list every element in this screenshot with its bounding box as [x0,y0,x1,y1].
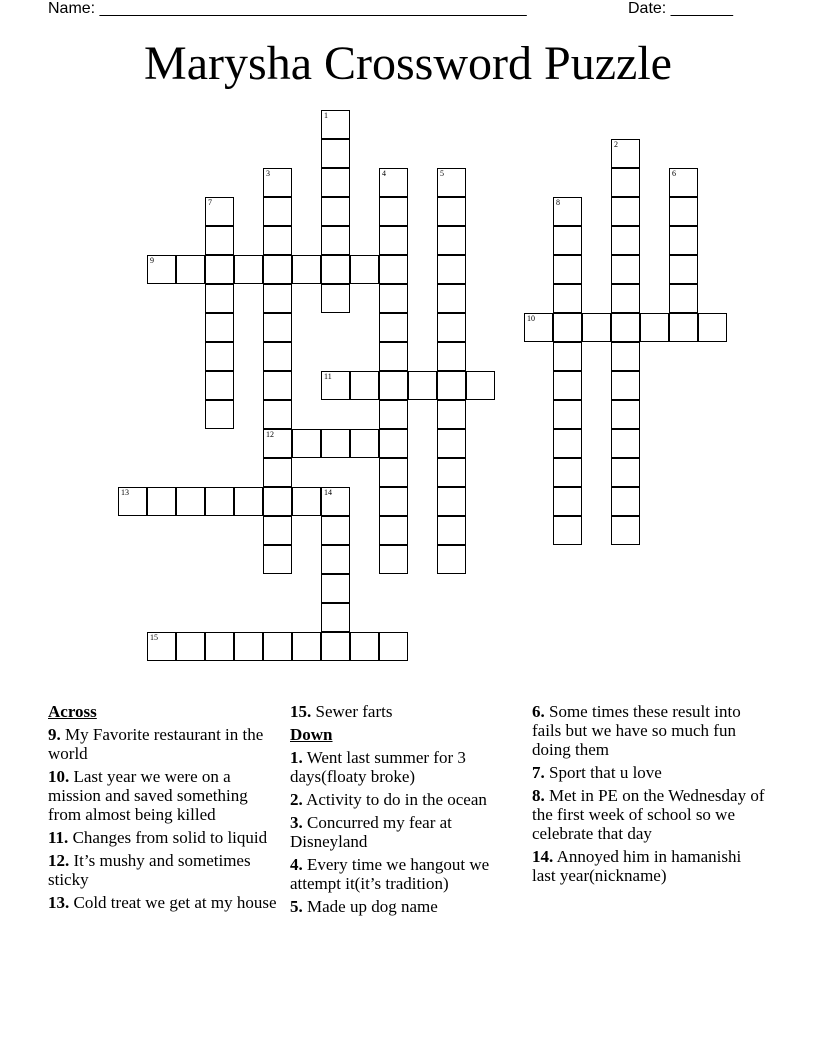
grid-cell[interactable] [379,458,408,487]
cell-number: 2 [614,140,618,149]
grid-cell[interactable] [379,226,408,255]
clue-column-1 [48,702,284,916]
clue-text: Cold treat we get at my house [73,893,277,912]
cell-number: 15 [150,633,158,642]
clue-text: Met in PE on the Wednesday of the first week of school so we celebrate that day [532,786,765,843]
clue-column-3 [532,702,768,889]
grid-cell[interactable] [321,255,350,284]
clue-text: Some times these result into fails but we have so much fun doing them [532,702,741,759]
grid-cell[interactable] [611,226,640,255]
clue-text: It’s mushy and sometimes sticky [48,851,251,889]
clue-text: Concurred my fear at Disneyland [290,813,452,851]
grid-cell[interactable] [147,487,176,516]
grid-cell[interactable] [321,487,350,516]
grid-cell[interactable] [553,255,582,284]
grid-cell[interactable] [292,255,321,284]
grid-cell[interactable] [379,487,408,516]
clue-text: Went last summer for 3 days(floaty broke) [290,748,466,786]
grid-cell[interactable] [263,429,292,458]
grid-cell[interactable] [553,400,582,429]
clue-text: Every time we hangout we attempt it(it’s tradition) [290,855,490,893]
grid-cell[interactable] [205,197,234,226]
grid-cell[interactable] [408,371,437,400]
grid-cell[interactable] [263,168,292,197]
cell-number: 11 [324,372,332,381]
clue-across-9 [48,725,284,763]
clue-number: 13. [48,893,70,912]
clue-down-6 [532,702,768,759]
grid-cell[interactable] [524,313,553,342]
clue-column-2 [290,702,522,920]
clue-text: Changes from solid to liquid [72,828,268,847]
grid-cell[interactable] [437,226,466,255]
grid-cell[interactable] [263,371,292,400]
grid-cell[interactable] [669,197,698,226]
grid-cell[interactable] [553,458,582,487]
clue-text: My Favorite restaurant in the world [48,725,264,763]
grid-cell[interactable] [437,197,466,226]
clue-number: 5. [290,897,303,916]
name-field[interactable]: Name: ________________________________________________ [48,0,527,17]
clue-number: 14. [532,847,554,866]
clue-text: Last year we were on a mission and saved something from almost being killed [48,767,248,824]
grid-cell[interactable] [640,313,669,342]
cell-number: 8 [556,198,560,207]
cell-number: 6 [672,169,676,178]
clue-across-10 [48,767,284,824]
grid-cell[interactable] [321,197,350,226]
grid-cell[interactable] [379,284,408,313]
grid-cell[interactable] [205,400,234,429]
clue-down-8 [532,786,768,843]
grid-cell[interactable] [205,632,234,661]
grid-cell[interactable] [321,371,350,400]
clue-down-4 [290,855,522,893]
grid-cell[interactable] [321,226,350,255]
clue-number: 4. [290,855,303,874]
grid-cell[interactable] [437,313,466,342]
clue-text: Annoyed him in hamanishi last year(nickname) [532,847,742,885]
grid-cell[interactable] [263,313,292,342]
grid-cell[interactable] [118,487,147,516]
grid-cell[interactable] [611,139,640,168]
grid-cell[interactable] [147,255,176,284]
grid-cell[interactable] [437,516,466,545]
clue-across-11 [48,828,284,847]
grid-cell[interactable] [611,313,640,342]
grid-cell[interactable] [379,400,408,429]
grid-cell[interactable] [234,632,263,661]
grid-cell[interactable] [437,342,466,371]
grid-cell[interactable] [321,168,350,197]
grid-cell[interactable] [437,487,466,516]
grid-cell[interactable] [582,313,611,342]
grid-cell[interactable] [321,545,350,574]
grid-cell[interactable] [263,487,292,516]
grid-cell[interactable] [321,603,350,632]
grid-cell[interactable] [669,168,698,197]
clue-text: Sport that u love [549,763,662,782]
grid-cell[interactable] [611,516,640,545]
grid-cell[interactable] [437,284,466,313]
grid-cell[interactable] [263,284,292,313]
grid-cell[interactable] [553,371,582,400]
grid-cell[interactable] [205,313,234,342]
grid-cell[interactable] [350,255,379,284]
clue-down-14 [532,847,768,885]
clue-number: 15. [290,702,312,721]
grid-cell[interactable] [321,139,350,168]
grid-cell[interactable] [437,545,466,574]
clue-text: Sewer farts [315,702,393,721]
date-field[interactable]: Date: _______ [628,0,733,17]
grid-cell[interactable] [147,632,176,661]
grid-cell[interactable] [553,197,582,226]
grid-cell[interactable] [379,371,408,400]
grid-cell[interactable] [553,284,582,313]
clue-down-1 [290,748,522,786]
clue-down-7 [532,763,768,782]
grid-cell[interactable] [205,226,234,255]
clue-number: 8. [532,786,545,805]
clue-number: 6. [532,702,545,721]
clue-number: 1. [290,748,303,767]
grid-cell[interactable] [669,226,698,255]
grid-cell[interactable] [263,255,292,284]
grid-cell[interactable] [611,487,640,516]
clue-number: 10. [48,767,70,786]
grid-cell[interactable] [350,632,379,661]
grid-cell[interactable] [437,168,466,197]
grid-cell[interactable] [553,429,582,458]
grid-cell[interactable] [611,400,640,429]
grid-cell[interactable] [321,110,350,139]
cell-number: 14 [324,488,332,497]
grid-cell[interactable] [263,197,292,226]
grid-cell[interactable] [176,487,205,516]
grid-cell[interactable] [611,458,640,487]
grid-cell[interactable] [379,545,408,574]
grid-cell[interactable] [321,429,350,458]
clue-text: Activity to do in the ocean [306,790,487,809]
grid-cell[interactable] [553,487,582,516]
clue-across-13 [48,893,284,912]
grid-cell[interactable] [263,516,292,545]
cell-number: 12 [266,430,274,439]
grid-cell[interactable] [263,545,292,574]
grid-cell[interactable] [321,574,350,603]
cell-number: 4 [382,169,386,178]
down-heading: Down [290,725,333,744]
grid-cell[interactable] [292,429,321,458]
grid-cell[interactable] [611,284,640,313]
clue-number: 2. [290,790,303,809]
grid-cell[interactable] [205,342,234,371]
across-heading: Across [48,702,97,721]
clue-down-5 [290,897,522,916]
clue-down-3 [290,813,522,851]
clue-number: 7. [532,763,545,782]
grid-cell[interactable] [176,632,205,661]
grid-cell[interactable] [466,371,495,400]
grid-cell[interactable] [611,168,640,197]
grid-cell[interactable] [611,197,640,226]
cell-number: 13 [121,488,129,497]
grid-cell[interactable] [234,255,263,284]
cell-number: 1 [324,111,328,120]
grid-cell[interactable] [292,487,321,516]
clue-number: 3. [290,813,303,832]
cell-number: 10 [527,314,535,323]
grid-cell[interactable] [263,342,292,371]
cell-number: 9 [150,256,154,265]
grid-cell[interactable] [611,429,640,458]
grid-cell[interactable] [263,226,292,255]
grid-cell[interactable] [292,632,321,661]
page-title: Marysha Crossword Puzzle [144,37,672,90]
grid-cell[interactable] [205,255,234,284]
grid-cell[interactable] [321,284,350,313]
grid-cell[interactable] [379,516,408,545]
clue-across-12 [48,851,284,889]
grid-cell[interactable] [669,255,698,284]
grid-cell[interactable] [350,371,379,400]
grid-cell[interactable] [379,255,408,284]
grid-cell[interactable] [698,313,727,342]
grid-cell[interactable] [379,168,408,197]
clue-number: 12. [48,851,70,870]
grid-cell[interactable] [669,284,698,313]
grid-cell[interactable] [176,255,205,284]
grid-cell[interactable] [611,255,640,284]
grid-cell[interactable] [263,400,292,429]
grid-cell[interactable] [205,371,234,400]
grid-cell[interactable] [379,313,408,342]
grid-cell[interactable] [437,400,466,429]
grid-cell[interactable] [321,516,350,545]
grid-cell[interactable] [321,632,350,661]
grid-cell[interactable] [379,429,408,458]
clue-across-15 [290,702,522,721]
cell-number: 5 [440,169,444,178]
grid-cell[interactable] [437,255,466,284]
grid-cell[interactable] [553,313,582,342]
clue-down-2 [290,790,522,809]
grid-cell[interactable] [611,342,640,371]
grid-cell[interactable] [379,342,408,371]
grid-cell[interactable] [553,342,582,371]
grid-cell[interactable] [350,429,379,458]
cell-number: 7 [208,198,212,207]
grid-cell[interactable] [553,226,582,255]
grid-cell[interactable] [611,371,640,400]
cell-number: 3 [266,169,270,178]
grid-cell[interactable] [263,458,292,487]
clue-number: 11. [48,828,69,847]
clue-text: Made up dog name [307,897,438,916]
grid-cell[interactable] [437,371,466,400]
grid-cell[interactable] [379,632,408,661]
grid-cell[interactable] [669,313,698,342]
grid-cell[interactable] [205,487,234,516]
grid-cell[interactable] [205,284,234,313]
grid-cell[interactable] [234,487,263,516]
grid-cell[interactable] [379,197,408,226]
grid-cell[interactable] [553,516,582,545]
grid-cell[interactable] [437,458,466,487]
grid-cell[interactable] [263,632,292,661]
clue-number: 9. [48,725,61,744]
grid-cell[interactable] [437,429,466,458]
